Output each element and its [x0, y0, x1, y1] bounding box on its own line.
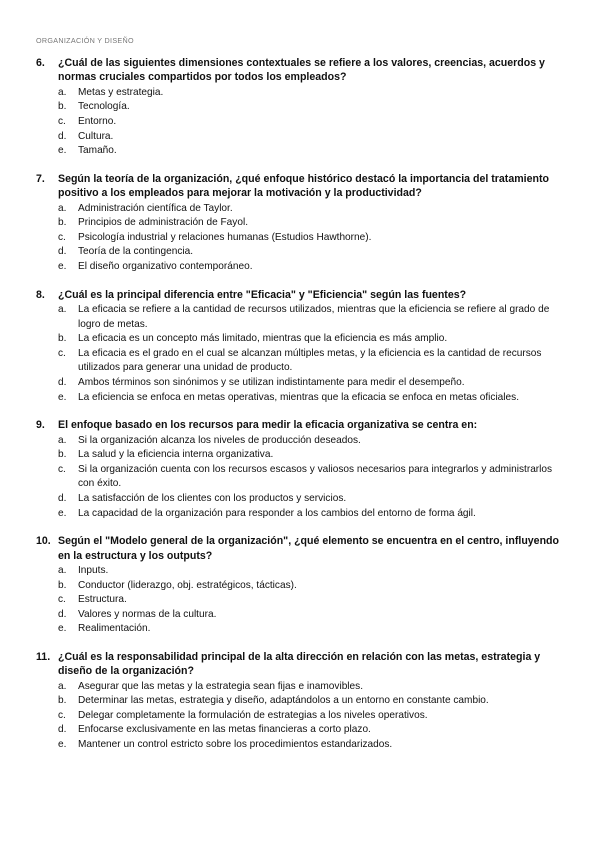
option-letter: b. — [58, 217, 67, 229]
option-text: Determinar las metas, estrategia y diseño, adaptándolos a un entorno en constante cambio. — [78, 695, 489, 707]
option-a — [58, 434, 560, 449]
option-c — [58, 231, 560, 246]
question-number: 6. — [36, 57, 45, 69]
option-letter: e. — [58, 623, 67, 635]
question-list — [36, 56, 560, 753]
question-text: Según la teoría de la organización, ¿qué enfoque histórico destacó la importancia del tratamiento positivo a los empleados para mejorar la motivación y la productividad? — [58, 172, 549, 200]
option-c — [58, 347, 560, 376]
question-text: Según el "Modelo general de la organización", ¿qué elemento se encuentra en el centro, influyendo en la estructura y los outputs? — [58, 535, 559, 562]
option-letter: d. — [58, 376, 67, 388]
question-text: ¿Cuál es la responsabilidad principal de la alta dirección en relación con las metas, estrategia y diseño de la organización? — [58, 650, 541, 678]
option-text: Metas y estrategia. — [78, 86, 164, 98]
option-letter: b. — [58, 695, 67, 707]
option-c — [58, 709, 560, 724]
option-a — [58, 680, 560, 695]
question-text: El enfoque basado en los recursos para medir la eficacia organizativa se centra en: — [58, 419, 478, 432]
option-letter: a. — [58, 434, 67, 446]
option-a — [58, 564, 560, 579]
option-list — [58, 303, 560, 405]
option-b — [58, 694, 560, 709]
question-number: 9. — [36, 419, 45, 432]
option-text: Cultura. — [78, 130, 114, 142]
option-letter: e. — [58, 145, 67, 157]
option-text: Estructura. — [78, 594, 127, 606]
option-list — [58, 680, 560, 753]
option-letter: b. — [58, 333, 67, 345]
option-d — [58, 492, 560, 507]
option-text: Realimentación. — [78, 623, 151, 635]
option-letter: d. — [58, 492, 67, 504]
question-number: 7. — [36, 172, 45, 185]
option-text: Ambos términos son sinónimos y se utilizan indistintamente para medir el desempeño. — [78, 376, 465, 388]
option-text: Teoría de la contingencia. — [78, 246, 194, 258]
question-heading — [36, 288, 560, 302]
question-10 — [36, 534, 560, 637]
option-text: La eficacia es un concepto más limitado, mientras que la eficiencia es más amplio. — [78, 333, 448, 345]
question-9 — [36, 418, 560, 521]
option-text: La satisfacción de los clientes con los productos y servicios. — [78, 492, 347, 504]
option-d — [58, 245, 560, 260]
option-e — [58, 144, 560, 159]
question-heading — [36, 172, 560, 201]
question-heading — [36, 650, 560, 679]
option-text: Inputs. — [78, 564, 109, 576]
option-list — [58, 202, 560, 275]
option-letter: e. — [58, 260, 67, 272]
question-8 — [36, 288, 560, 406]
option-a — [58, 86, 560, 101]
option-d — [58, 130, 560, 145]
option-text: La salud y la eficiencia interna organizativa. — [78, 449, 274, 461]
option-letter: c. — [58, 594, 66, 606]
option-a — [58, 303, 560, 332]
option-a — [58, 202, 560, 217]
option-c — [58, 593, 560, 608]
option-letter: a. — [58, 564, 67, 576]
question-number: 10. — [36, 535, 51, 548]
option-letter: d. — [58, 246, 67, 258]
option-d — [58, 723, 560, 738]
question-7 — [36, 172, 560, 275]
question-11 — [36, 650, 560, 753]
question-text: ¿Cuál es la principal diferencia entre "Eficacia" y "Eficiencia" según las fuentes? — [58, 288, 467, 301]
option-text: Administración científica de Taylor. — [78, 202, 233, 214]
option-text: El diseño organizativo contemporáneo. — [78, 260, 253, 272]
option-letter: b. — [58, 449, 67, 461]
option-b — [58, 216, 560, 231]
option-e — [58, 738, 560, 753]
option-text: La eficacia es el grado en el cual se alcanzan múltiples metas, y la eficiencia es la cantidad de recursos utilizados para generar una unidad de producto. — [78, 347, 542, 374]
option-text: Tamaño. — [78, 145, 117, 157]
option-text: Tecnología. — [78, 101, 130, 113]
option-e — [58, 507, 560, 522]
question-heading — [36, 534, 560, 563]
option-text: La capacidad de la organización para responder a los cambios del entorno de forma ágil. — [78, 507, 476, 519]
option-letter: a. — [58, 202, 67, 214]
option-letter: e. — [58, 739, 67, 751]
option-letter: c. — [58, 463, 66, 475]
question-heading — [36, 56, 560, 85]
option-letter: b. — [58, 101, 67, 113]
option-text: La eficiencia se enfoca en metas operativas, mientras que la eficacia se enfoca en metas oficiales. — [78, 391, 520, 403]
option-letter: c. — [58, 116, 66, 127]
question-heading — [36, 418, 560, 432]
option-letter: e. — [58, 507, 67, 519]
option-text: Valores y normas de la cultura. — [78, 608, 217, 620]
option-d — [58, 608, 560, 623]
option-e — [58, 622, 560, 637]
option-e — [58, 391, 560, 406]
option-letter: b. — [58, 579, 67, 591]
option-letter: e. — [58, 391, 67, 403]
option-text: Asegurar que las metas y la estrategia sean fijas e inamovibles. — [78, 680, 364, 692]
option-e — [58, 260, 560, 275]
option-text: Entorno. — [78, 116, 117, 127]
option-letter: c. — [58, 347, 66, 359]
option-text: Enfocarse exclusivamente en las metas financieras a corto plazo. — [78, 724, 371, 736]
question-number: 11. — [36, 650, 51, 663]
option-b — [58, 448, 560, 463]
option-text: Principios de administración de Fayol. — [78, 217, 248, 229]
running-header: ORGANIZACIÓN Y DISEÑO — [36, 36, 134, 45]
option-letter: a. — [58, 680, 67, 692]
option-letter: d. — [58, 724, 67, 736]
option-letter: c. — [58, 231, 66, 243]
option-text: Si la organización cuenta con los recursos escasos y valiosos necesarios para integrarlos y administrarlos con éxito. — [78, 463, 553, 490]
option-b — [58, 100, 560, 115]
option-text: Mantener un control estricto sobre los procedimientos estandarizados. — [78, 739, 393, 751]
question-6 — [36, 56, 560, 159]
option-list — [58, 86, 560, 159]
option-letter: a. — [58, 86, 67, 98]
option-letter: d. — [58, 608, 67, 620]
option-letter: c. — [58, 709, 66, 721]
option-letter: a. — [58, 303, 67, 315]
option-list — [58, 434, 560, 522]
question-number: 8. — [36, 288, 45, 301]
option-text: La eficacia se refiere a la cantidad de recursos utilizados, mientras que la eficiencia se refiere al grado de logro de metas. — [78, 303, 550, 330]
option-letter: d. — [58, 130, 67, 142]
question-text: ¿Cuál de las siguientes dimensiones contextuales se refiere a los valores, creencias, acuerdos y normas cruciales compartidos por todos los empleados? — [58, 57, 545, 84]
option-list — [58, 564, 560, 637]
option-d — [58, 376, 560, 391]
option-b — [58, 332, 560, 347]
option-b — [58, 579, 560, 594]
option-c — [58, 463, 560, 492]
option-c — [58, 115, 560, 130]
option-text: Conductor (liderazgo, obj. estratégicos, tácticas). — [78, 579, 297, 591]
option-text: Si la organización alcanza los niveles de producción deseados. — [78, 434, 361, 446]
option-text: Delegar completamente la formulación de estrategias a los niveles operativos. — [78, 709, 428, 721]
option-text: Psicología industrial y relaciones humanas (Estudios Hawthorne). — [78, 231, 372, 243]
